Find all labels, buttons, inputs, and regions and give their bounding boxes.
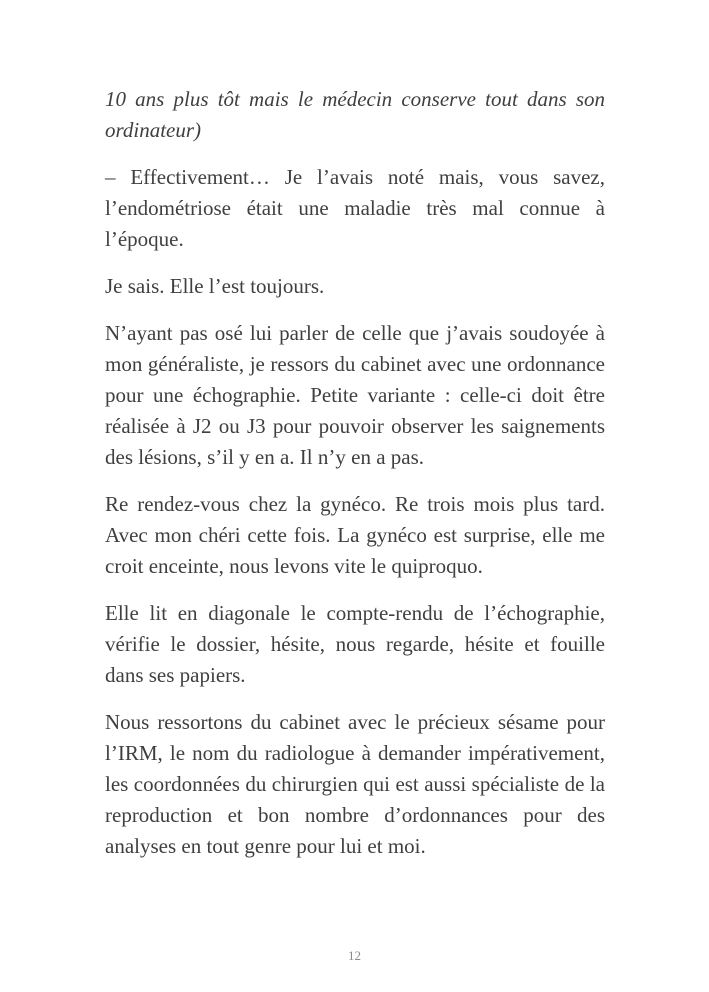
paragraph: N’ayant pas osé lui parler de celle que j’avais soudoyée à mon généraliste, je ressors du cabinet avec une ordonnance pour une échographie. Petite variante : celle-ci doit être réalisée à J2 ou J3 pour pouvoir observer les saignements des lésions, s’il y en a. Il n’y en a pas. bbox=[105, 321, 605, 469]
paragraph: Nous ressortons du cabinet avec le précieux sésame pour l’IRM, le nom du radiologue à demander impérativement, les coordonnées du chirurgien qui est aussi spécialiste de la reproduction et bon nombre d’ordonnances pour des analyses en tout genre pour lui et moi. bbox=[105, 710, 605, 858]
page-text-block bbox=[105, 84, 605, 878]
page-number: 12 bbox=[348, 948, 361, 963]
paragraph: Elle lit en diagonale le compte-rendu de l’échographie, vérifie le dossier, hésite, nous regarde, hésite et fouille dans ses papiers. bbox=[105, 601, 605, 687]
paragraph: 10 ans plus tôt mais le médecin conserve tout dans son ordinateur) bbox=[105, 87, 605, 142]
paragraph: – Effectivement… Je l’avais noté mais, vous savez, l’endométriose était une maladie très mal connue à l’époque. bbox=[105, 165, 605, 251]
paragraph: Re rendez-vous chez la gynéco. Re trois mois plus tard. Avec mon chéri cette fois. La gynéco est surprise, elle me croit enceinte, nous levons vite le quiproquo. bbox=[105, 492, 605, 578]
paragraph: Je sais. Elle l’est toujours. bbox=[105, 274, 325, 298]
